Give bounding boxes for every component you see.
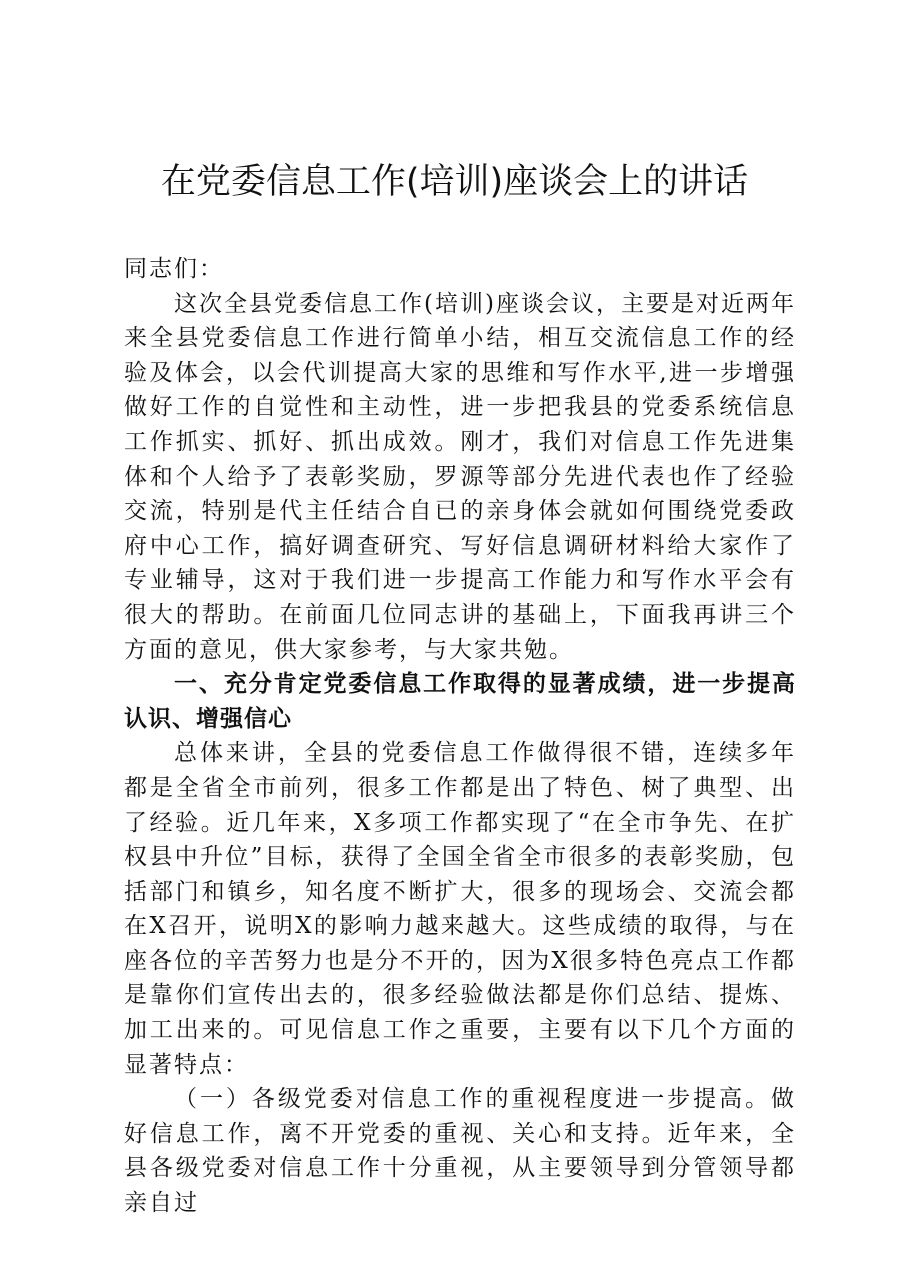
document-body <box>124 252 796 1221</box>
document-title: 在党委信息工作(培训)座谈会上的讲话 <box>160 162 749 202</box>
paragraph-subsection-1: （一）各级党委对信息工作的重视程度进一步提高。做好信息工作，离不开党委的重视、关心和支持。近年来，全县各级党委对信息工作十分重视，从主要领导到分管领导都亲自过 <box>124 1086 796 1217</box>
paragraph-intro: 这次全县党委信息工作(培训)座谈会议，主要是对近两年来全县党委信息工作进行简单小结，相互交流信息工作的经验及体会，以会代训提高大家的思维和写作水平,进一步增强做好工作的自觉性和主动性，进一步把我县的党委系统信息工作抓实、抓好、抓出成效。刚才，我们对信息工作先进集体和个人给予了表彰奖励，罗源等部分先进代表也作了经验交流，特别是代主任结合自已的亲身体会就如何围绕党委政府中心工作，搞好调查研究、写好信息调研材料给大家作了专业辅导，这对于我们进一步提高工作能力和写作水平会有很大的帮助。在前面几位同志讲的基础上，下面我再讲三个方面的意见，供大家参考，与大家共勉。 <box>124 290 796 663</box>
paragraph-achievements: 总体来讲，全县的党委信息工作做得很不错，连续多年都是全省全市前列，很多工作都是出了特色、树了典型、出了经验。近几年来，X多项工作都实现了“在全市争先、在扩权县中升位”目标，获得了全国全省全市很多的表彰奖励，包括部门和镇乡，知名度不断扩大，很多的现场会、交流会都在X召开，说明X的影响力越来越大。这些成绩的取得，与在座各位的辛苦努力也是分不开的，因为X很多特色亮点工作都是靠你们宣传出去的，很多经验做法都是你们总结、提炼、加工出来的。可见信息工作之重要，主要有以下几个方面的显著特点： <box>124 740 796 1078</box>
section-heading-1: 一、充分肯定党委信息工作取得的显著成绩，进一步提高认识、增强信心 <box>124 671 796 732</box>
salutation: 同志们： <box>124 256 224 282</box>
